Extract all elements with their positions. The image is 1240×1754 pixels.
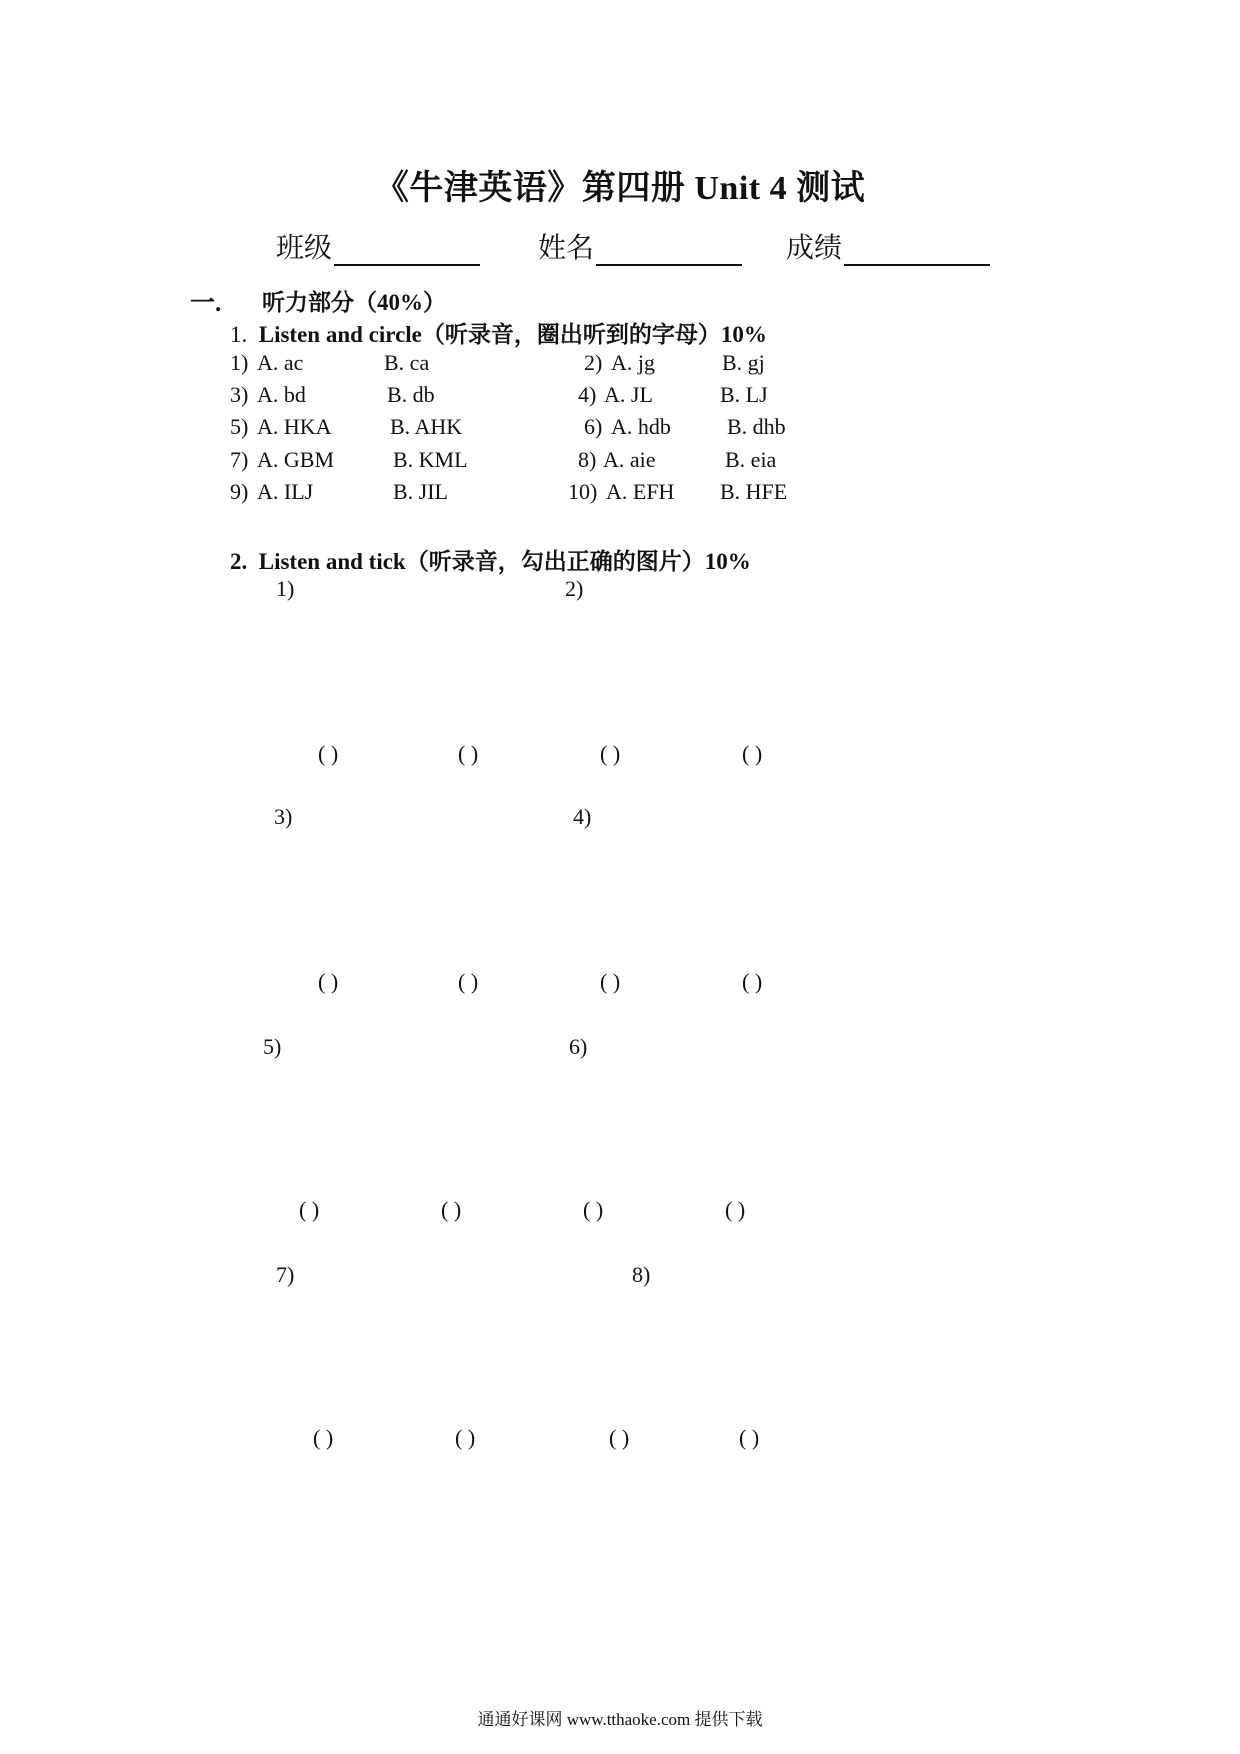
answer-bracket[interactable]: ( ) [742, 969, 763, 994]
score-blank[interactable] [844, 234, 990, 266]
q1-item-4-option-b[interactable]: B. LJ [720, 382, 768, 407]
answer-bracket[interactable]: ( ) [441, 1197, 462, 1222]
q1-item-2-option-a[interactable]: A. jg [611, 350, 655, 375]
picture-label-2: 2) [565, 576, 584, 601]
page-title: 《牛津英语》第四册 Unit 4 测试 [374, 170, 866, 207]
picture-label-6: 6) [569, 1034, 588, 1059]
answer-bracket[interactable]: ( ) [318, 969, 339, 994]
footer-credit: 通通好课网 www.tthaoke.com 提供下载 [477, 1710, 763, 1729]
q1-item-7-option-a[interactable]: A. GBM [257, 447, 335, 472]
class-label: 班级 [276, 231, 333, 264]
q1-item-4-option-a[interactable]: A. JL [604, 382, 653, 407]
q1-item-4-number: 4) [578, 382, 597, 407]
question-1-title: Listen and circle（听录音，圈出听到的字母）10% [258, 322, 767, 347]
q1-item-10-option-b[interactable]: B. HFE [720, 479, 788, 504]
class-field[interactable] [276, 226, 480, 266]
question-2-number: 2. [230, 549, 248, 574]
question-1-heading [230, 316, 767, 349]
q1-item-5-option-a[interactable]: A. HKA [257, 414, 332, 439]
name-field[interactable] [538, 226, 742, 266]
score-field[interactable] [786, 226, 990, 266]
q1-item-3-number: 3) [230, 382, 249, 407]
q1-item-9-option-b[interactable]: B. JIL [393, 479, 448, 504]
q1-item-5-option-b[interactable]: B. AHK [390, 414, 463, 439]
question-2-title: Listen and tick（听录音，勾出正确的图片）10% [258, 549, 751, 574]
question-2-heading [230, 543, 751, 576]
picture-label-1: 1) [276, 576, 295, 601]
picture-label-8: 8) [632, 1262, 651, 1287]
q1-item-6-number: 6) [584, 414, 603, 439]
name-label: 姓名 [538, 231, 595, 264]
score-label: 成绩 [786, 231, 843, 264]
answer-bracket[interactable]: ( ) [609, 1425, 630, 1450]
picture-label-7: 7) [276, 1262, 295, 1287]
q1-item-8-number: 8) [578, 447, 597, 472]
q1-item-2-number: 2) [584, 350, 603, 375]
answer-bracket[interactable]: ( ) [725, 1197, 746, 1222]
q1-item-3-option-b[interactable]: B. db [387, 382, 435, 407]
answer-bracket[interactable]: ( ) [742, 741, 763, 766]
q1-item-1-option-a[interactable]: A. ac [257, 350, 304, 375]
picture-label-4: 4) [573, 804, 592, 829]
answer-bracket[interactable]: ( ) [299, 1197, 320, 1222]
q1-item-9-number: 9) [230, 479, 249, 504]
q1-item-7-number: 7) [230, 447, 249, 472]
answer-bracket[interactable]: ( ) [458, 969, 479, 994]
answer-bracket[interactable]: ( ) [458, 741, 479, 766]
q1-item-1-option-b[interactable]: B. ca [384, 350, 430, 375]
q1-item-3-option-a[interactable]: A. bd [257, 382, 306, 407]
q1-item-6-option-b[interactable]: B. dhb [727, 414, 786, 439]
section-number: 一. [190, 290, 222, 317]
q1-item-10-option-a[interactable]: A. EFH [606, 479, 675, 504]
section-title: 听力部分（40%） [262, 290, 446, 315]
answer-bracket[interactable]: ( ) [739, 1425, 760, 1450]
q1-item-8-option-b[interactable]: B. eia [725, 447, 777, 472]
answer-bracket[interactable]: ( ) [455, 1425, 476, 1450]
picture-label-3: 3) [274, 804, 293, 829]
q1-item-5-number: 5) [230, 414, 249, 439]
q1-item-7-option-b[interactable]: B. KML [393, 447, 468, 472]
answer-bracket[interactable]: ( ) [583, 1197, 604, 1222]
q1-item-1-number: 1) [230, 350, 249, 375]
answer-bracket[interactable]: ( ) [313, 1425, 334, 1450]
q1-item-8-option-a[interactable]: A. aie [603, 447, 656, 472]
answer-bracket[interactable]: ( ) [600, 741, 621, 766]
name-blank[interactable] [596, 234, 742, 266]
q1-item-2-option-b[interactable]: B. gj [722, 350, 765, 375]
answer-bracket[interactable]: ( ) [318, 741, 339, 766]
class-blank[interactable] [334, 234, 480, 266]
q1-item-10-number: 10) [568, 479, 598, 504]
q1-item-9-option-a[interactable]: A. ILJ [257, 479, 314, 504]
question-1-number: 1. [230, 322, 248, 347]
picture-label-5: 5) [263, 1034, 282, 1059]
q1-item-6-option-a[interactable]: A. hdb [611, 414, 671, 439]
answer-bracket[interactable]: ( ) [600, 969, 621, 994]
